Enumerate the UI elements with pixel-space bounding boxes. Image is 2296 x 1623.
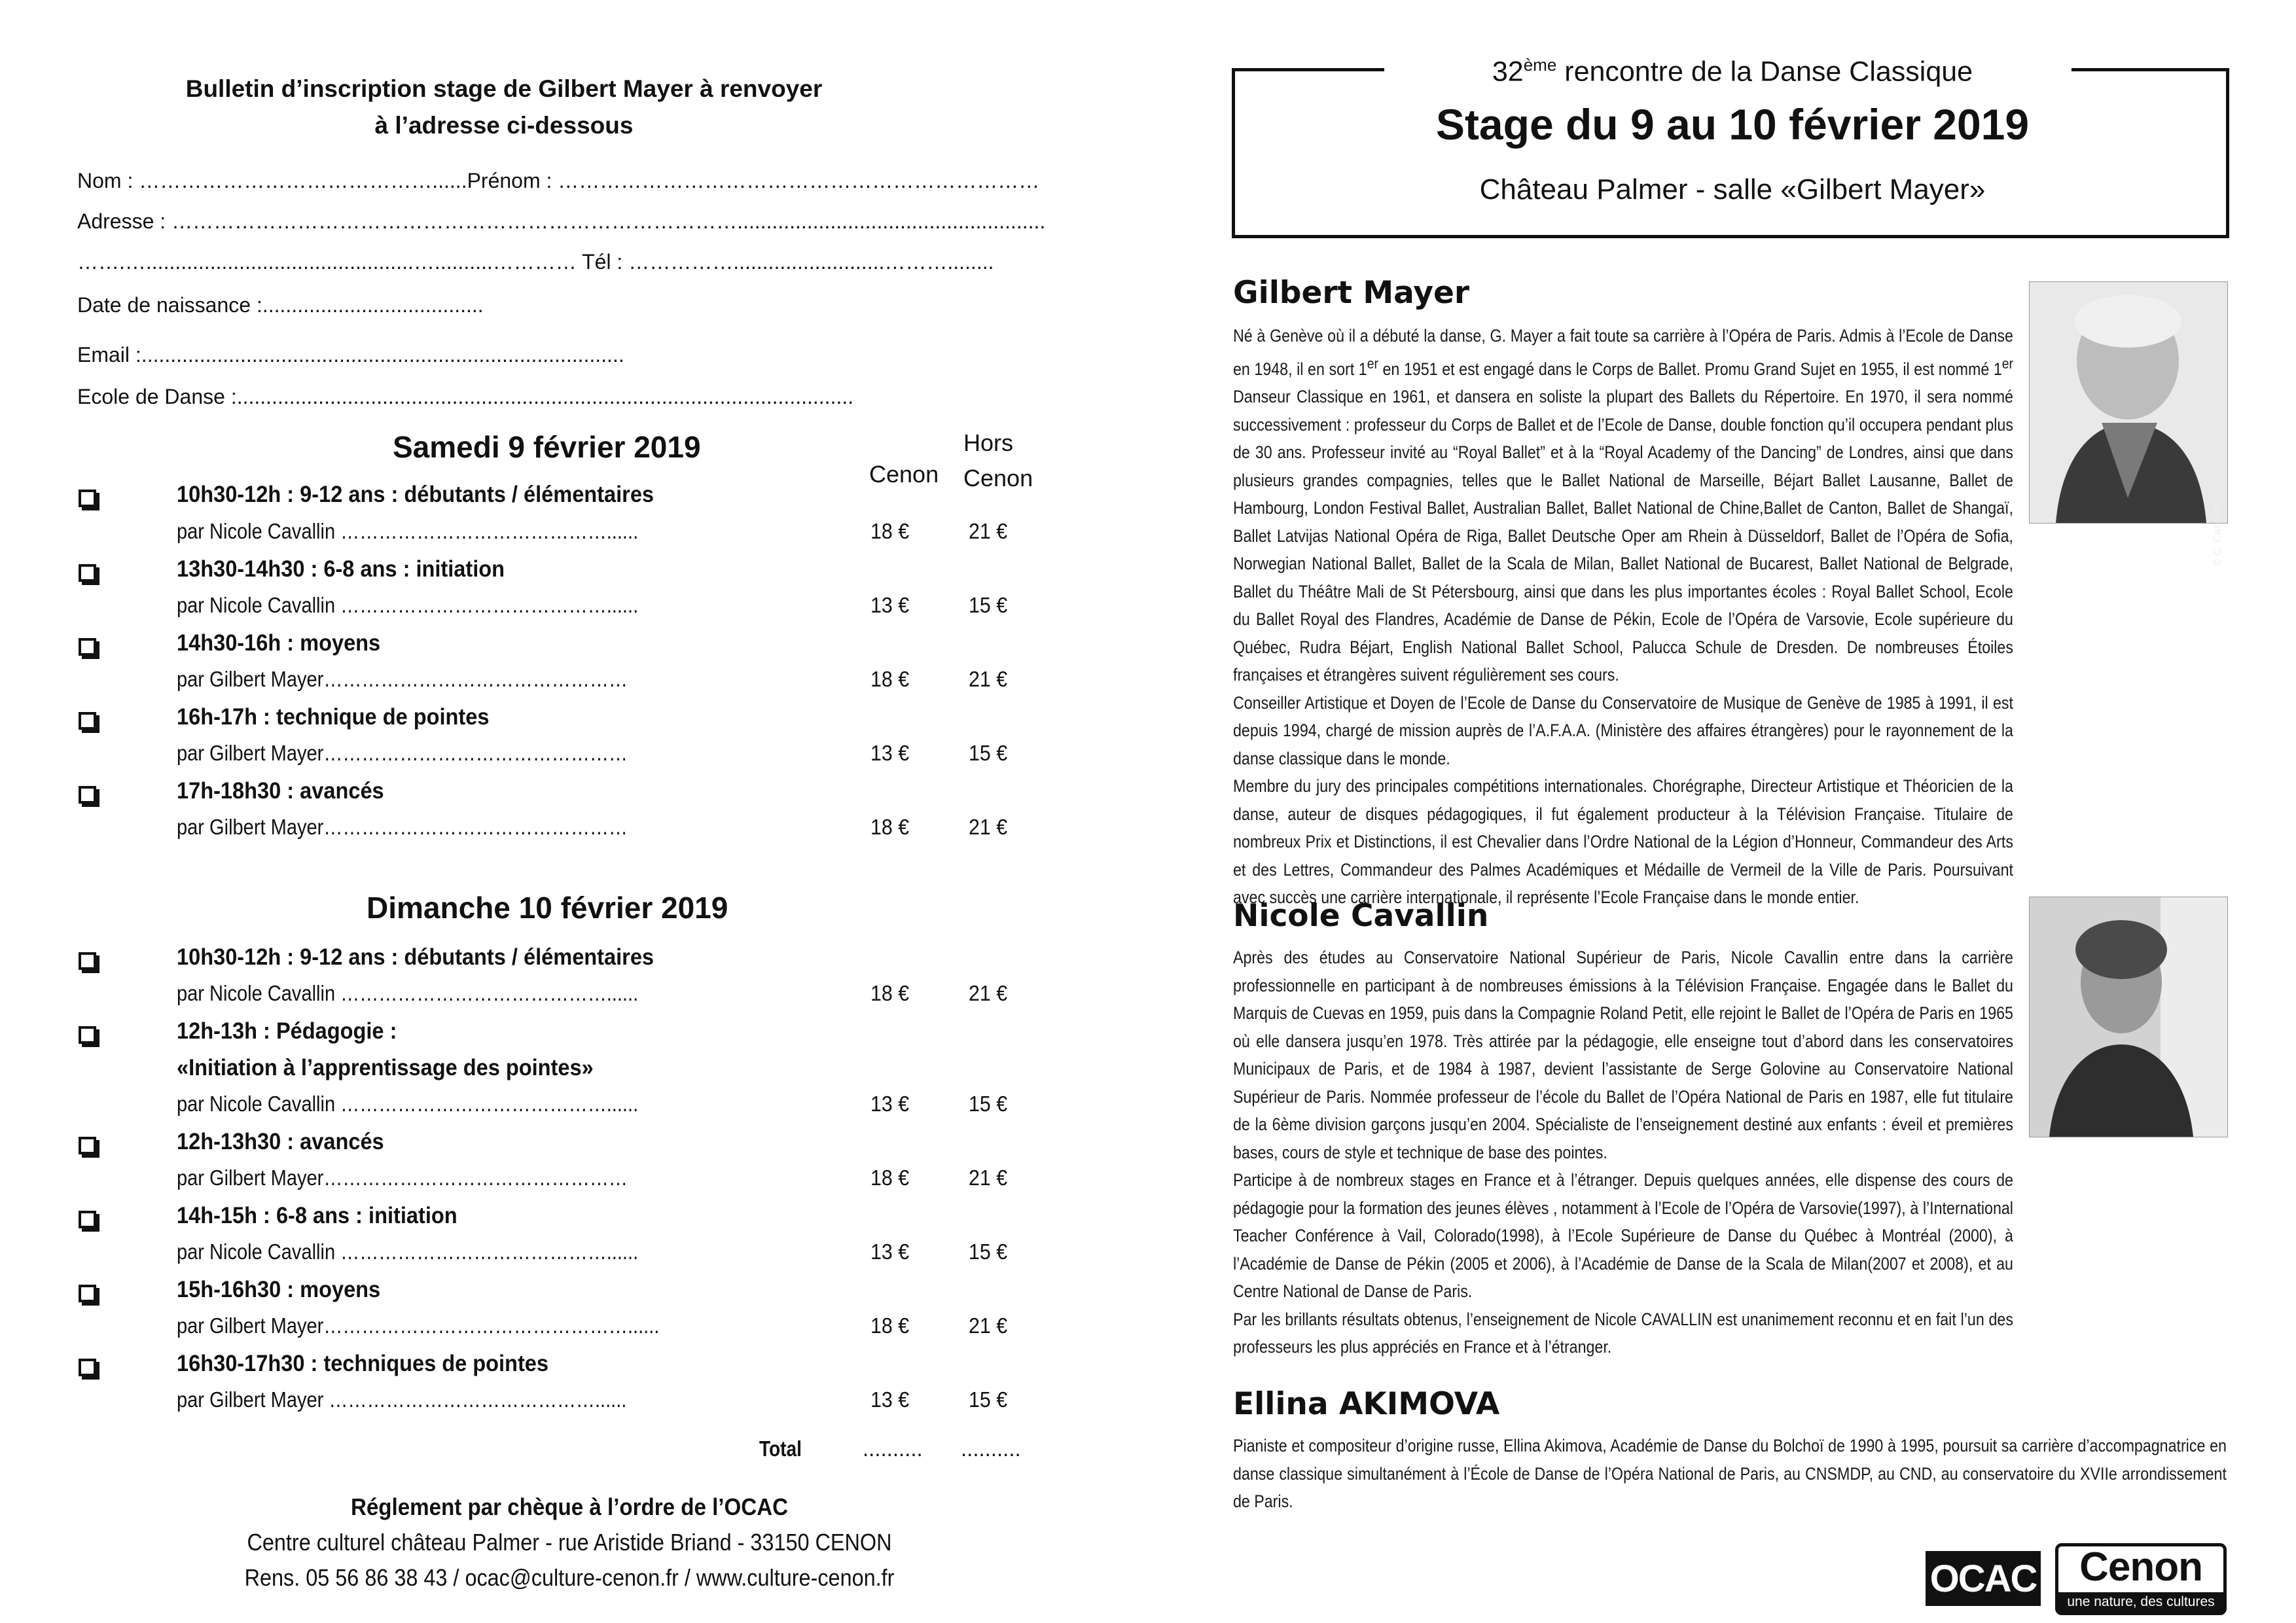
course-label: 16h30-17h30 : techniques de pointes — [177, 1351, 548, 1376]
header-edition-number: 32 — [1492, 56, 1524, 88]
price-cenon: 18 € — [870, 667, 910, 691]
payment-address: Centre culturel château Palmer - rue Aristide Briand - 33150 CENON — [247, 1529, 892, 1556]
form-title-line2: à l’adresse ci-dessous — [374, 112, 634, 139]
course-teacher: par Gilbert Mayer…………………………………………...... — [177, 1313, 660, 1338]
course-label-2: «Initiation à l’apprentissage des pointes» — [177, 1055, 594, 1080]
price-hors-cenon: 21 € — [969, 981, 1008, 1005]
course-teacher: par Nicole Cavallin ……………………………………...... — [177, 593, 639, 617]
checkbox-sun-1[interactable] — [79, 952, 96, 970]
price-hors-cenon: 21 € — [969, 1166, 1008, 1190]
bio-akimova-p1: Pianiste et compositeur d’origine russe, Ellina Akimova, Académie de Danse du Bolchoï de 1990 à 1995, poursuit sa carrière d’accompagnatrice en danse classique simultanément à l’École de Danse de l’Opéra National de Paris, au CNSMDP, au CND, au conservatoire du XVIIe arrondissement de Paris. — [1233, 1436, 2227, 1511]
header-edition — [1232, 55, 2233, 88]
course-label: 16h-17h : technique de pointes — [177, 704, 490, 730]
price-cenon: 18 € — [870, 815, 910, 839]
checkbox-sun-4[interactable] — [79, 1211, 96, 1228]
price-hors-cenon: 21 € — [969, 815, 1008, 839]
bio-mayer-p1-sup2: er — [2001, 355, 2013, 372]
course-teacher: par Gilbert Mayer ……………………………………...... — [177, 1387, 627, 1412]
price-cenon: 13 € — [870, 1092, 910, 1116]
bio-cavallin-p3: Par les brillants résultats obtenus, l’enseignement de Nicole CAVALLIN est unanimement reconnu et en fait l’un des professeurs les plus appréciés en France et à l’étranger. — [1233, 1309, 2013, 1357]
header-edition-text: rencontre de la Danse Classique — [1556, 56, 1973, 88]
bio-mayer-p1-sup1: er — [1367, 355, 1378, 372]
form-title-line1: Bulletin d’inscription stage de Gilbert Mayer à renvoyer — [185, 75, 823, 102]
course-label: 17h-18h30 : avancés — [177, 778, 384, 804]
photo-credit: © C. Cassard — [2212, 503, 2223, 567]
price-cenon: 18 € — [870, 981, 910, 1005]
form-title — [144, 71, 864, 144]
course-teacher: par Gilbert Mayer………………………………………… — [177, 815, 628, 839]
checkbox-sun-6[interactable] — [79, 1359, 96, 1376]
field-telephone[interactable]: …….…..............................................…..........………… Tél : ……………..........................………........ — [77, 250, 994, 274]
column-cenon: Cenon — [869, 461, 939, 488]
price-cenon: 18 € — [870, 519, 910, 543]
bio-name-cavallin: Nicole Cavallin — [1233, 898, 1489, 934]
ocac-logo — [1926, 1551, 2041, 1606]
column-hors-cenon — [963, 425, 1033, 496]
course-label: 12h-13h : Pédagogie : — [177, 1018, 397, 1044]
checkbox-sat-5[interactable] — [79, 786, 96, 804]
payment-contact: Rens. 05 56 86 38 43 / ocac@culture-cenon.fr / www.culture-cenon.fr — [244, 1564, 895, 1591]
price-hors-cenon: 21 € — [969, 519, 1008, 543]
column-hors-line1: Hors — [963, 429, 1014, 456]
checkbox-sun-2[interactable] — [79, 1026, 96, 1044]
course-teacher: par Nicole Cavallin ……………………………………...... — [177, 981, 639, 1005]
column-hors-line2: Cenon — [963, 465, 1033, 491]
checkbox-sat-1[interactable] — [79, 490, 96, 507]
checkbox-sun-3[interactable] — [79, 1137, 96, 1154]
saturday-title: Samedi 9 février 2019 — [393, 430, 701, 464]
ocac-logo-text: OCAC — [1929, 1557, 2037, 1600]
course-label: 12h-13h30 : avancés — [177, 1129, 384, 1154]
price-hors-cenon: 21 € — [969, 1313, 1008, 1338]
checkbox-sat-4[interactable] — [79, 712, 96, 730]
bio-mayer-p1-c: Danseur Classique en 1961, et dansera en soliste la plupart des Ballets du Répertoire. En 1970, il sera nommé successivement : professeur du Corps de Ballet et de l’Ecole de Danse, double fonction qu’il occupera pendant plus de 30 ans. Professeur invité au “Royal Ballet” et à la “Royal Academy of the Dancing” de Londres, ainsi que dans plusieurs grandes compagnies, telles que le Ballet National de Marseille, Béjart Ballet Lausanne, Ballet de Hambourg, London Festival Ballet, Australian Ballet, Ballet National de Chine,Ballet de Canton, Ballet de Shangaï, Ballet Latvijas National Opéra de Riga, Ballet Deutsche Oper am Rhein à Düsseldorf, Ballet de l’Opéra de Sofia, Norwegian National Ballet, Ballet de la Scala de Milan, Ballet National de Bucarest, Ballet National de Belgrade, Ballet du Théâtre Mali de St Pétersbourg, ainsi que dans les plus importantes écoles : Royal Ballet School, Ecole du Ballet Royal des Flandres, Académie de Danse de Pékin, Ecole de l’Opéra de Varsovie, Ecole supérieure du Québec, Rudra Béjart, English National Ballet School, Palucca Schule de Dresden. De nombreuses Étoiles françaises et étrangères suivent régulièrement ses cours. — [1233, 387, 2013, 685]
price-cenon: 13 € — [870, 1387, 910, 1412]
bio-cavallin-p2: Participe à de nombreux stages en France et à l’étranger. Depuis quelques années, elle dispense des cours de pédagogie pour la formation des jeunes élèves , notamment à l’Ecole de l’Opéra de Varsovie(1997), à l’International Teacher Conférence à Vail, Colorado(1998), à l’Ecole Supérieure de Danse du Québec à Montréal (2000), à l’Académie de Danse de Pékin (2005 et 2006), à l’Académie de Danse de la Scala de Milan(2007 et 2008), et au Centre National de Danse de Paris. — [1233, 1170, 2013, 1301]
header-title: Stage du 9 au 10 février 2019 — [1435, 100, 2030, 149]
total-hors-cenon-field[interactable]: .......... — [961, 1436, 1021, 1461]
bio-mayer-p1-b: en 1951 et est engagé dans le Corps de Ballet. Promu Grand Sujet en 1955, il est nommé 1 — [1378, 359, 2002, 379]
price-hors-cenon: 15 € — [969, 741, 1008, 765]
course-label: 13h30-14h30 : 6-8 ans : initiation — [177, 556, 505, 582]
mayer-photo — [2029, 281, 2228, 567]
portrait-illustration — [2030, 897, 2227, 1137]
cenon-logo-text: Cenon — [2079, 1544, 2202, 1590]
bio-mayer-p3: Membre du jury des principales compétitions internationales. Chorégraphe, Directeur Artistique et Théoricien de la danse, auteur de disques pédagogiques, il fut également producteur à la Télévision Française. Titulaire de nombreux Prix et Distinctions, il est Chevalier dans l’Ordre National de la Légion d’Honneur, Commandeur des Arts et des Lettres, Commandeur des Palmes Académiques et Médaille de Vermeil de la Ville de Paris. Poursuivant avec succès une carrière internationale, il représente l’Ecole Française dans le monde entier. — [1233, 776, 2013, 907]
course-label: 10h30-12h : 9-12 ans : débutants / élémentaires — [177, 482, 655, 507]
course-label: 14h-15h : 6-8 ans : initiation — [177, 1203, 457, 1228]
price-hors-cenon: 15 € — [969, 593, 1008, 617]
sunday-title: Dimanche 10 février 2019 — [367, 891, 728, 925]
course-teacher: par Nicole Cavallin ……………………………………...... — [177, 1092, 639, 1116]
course-teacher: par Gilbert Mayer………………………………………… — [177, 741, 628, 765]
cenon-logo — [2055, 1543, 2227, 1615]
course-label: 14h30-16h : moyens — [177, 630, 381, 656]
field-date-naissance[interactable]: Date de naissance :...................................... — [77, 293, 484, 317]
price-cenon: 18 € — [870, 1166, 910, 1190]
course-label: 15h-16h30 : moyens — [177, 1277, 381, 1302]
course-label: 10h30-12h : 9-12 ans : débutants / élémentaires — [177, 944, 655, 970]
price-cenon: 13 € — [870, 593, 910, 617]
course-teacher: par Gilbert Mayer………………………………………… — [177, 1166, 628, 1190]
header-venue: Château Palmer - salle «Gilbert Mayer» — [1479, 173, 1986, 205]
cenon-logo-tagline: une nature, des cultures — [2058, 1592, 2223, 1612]
header-edition-sup: ème — [1523, 55, 1557, 75]
bio-akimova — [1233, 1432, 2227, 1516]
header-frame — [1232, 68, 2229, 238]
bio-cavallin-p1: Après des études au Conservatoire National Supérieur de Paris, Nicole Cavallin entre dans la carrière professionnelle en participant à de nombreuses émissions à la Télévision Française. Engagée dans le Ballet du Marquis de Cuevas en 1959, puis dans la Compagnie Roland Petit, elle rejoint le Ballet de l’Opéra de Paris en 1965 où elle dansera jusqu’en 1978. Très attirée par la pédagogie, elle enseigne tout d’abord dans les conservatoires Municipaux de Paris, et de 1984 à 1987, devient l’assistante de Serge Golovine au Conservatoire National Supérieur de Paris. Nommée professeur de l’école du Ballet de l’Opéra National de Paris en 1987, elle fut titulaire de la 6ème division garçons jusqu’en 2004. Spécialiste de l’enseignement destiné aux enfants : éveil et premières bases, cours de style et technique de base des pointes. — [1233, 948, 2013, 1162]
price-cenon: 13 € — [870, 1240, 910, 1264]
course-teacher: par Nicole Cavallin ……………………………………...... — [177, 1240, 639, 1264]
course-teacher: par Gilbert Mayer………………………………………… — [177, 667, 628, 691]
portrait-illustration — [2030, 282, 2227, 523]
price-hors-cenon: 15 € — [969, 1092, 1008, 1116]
bio-name-akimova: Ellina AKIMOVA — [1233, 1386, 1500, 1422]
price-cenon: 18 € — [870, 1313, 910, 1338]
price-hors-cenon: 15 € — [969, 1387, 1008, 1412]
bio-mayer-p1 — [1233, 322, 2013, 689]
cavallin-photo — [2029, 897, 2228, 1137]
bio-name-mayer: Gilbert Mayer — [1233, 275, 1470, 311]
price-hors-cenon: 21 € — [969, 667, 1008, 691]
bio-cavallin — [1233, 944, 2013, 1361]
bio-mayer-intro — [1233, 322, 2013, 912]
checkbox-sat-3[interactable] — [79, 638, 96, 656]
field-nom-prenom[interactable]: Nom : ……………………………………......Prénom : …………………………………………………………… — [77, 169, 1040, 192]
field-adresse[interactable]: Adresse : ………………………………………………………………………..................................................... — [77, 209, 1046, 233]
price-hors-cenon: 15 € — [969, 1240, 1008, 1264]
payment-title: Réglement par chèque à l’ordre de l’OCAC — [350, 1493, 789, 1520]
field-email[interactable]: Email :................................................................................... — [77, 343, 624, 366]
bio-mayer-p2: Conseiller Artistique et Doyen de l’Ecole de Danse du Conservatoire de Musique de Genève de 1985 à 1991, il est depuis 1994, chargé de mission auprès de l’A.F.A.A. (Ministère des affaires étrangères) pour le rayonnement de la danse classique dans le monde. — [1233, 692, 2013, 768]
total-cenon-field[interactable]: .......... — [863, 1436, 923, 1461]
bio-mayer-p1-a: Né à Genève où il a débuté la danse, G. Mayer a fait toute sa carrière à l’Opéra de Paris. Admis à l’Ecole de Danse en 1948, il en sort 1 — [1233, 326, 2013, 379]
checkbox-sun-5[interactable] — [79, 1285, 96, 1302]
checkbox-sat-2[interactable] — [79, 564, 96, 582]
course-teacher: par Nicole Cavallin ……………………………………...... — [177, 519, 639, 543]
total-label: Total — [759, 1436, 802, 1461]
field-ecole-danse[interactable]: Ecole de Danse :.......................................................................................................... — [77, 385, 854, 408]
price-cenon: 13 € — [870, 741, 910, 765]
